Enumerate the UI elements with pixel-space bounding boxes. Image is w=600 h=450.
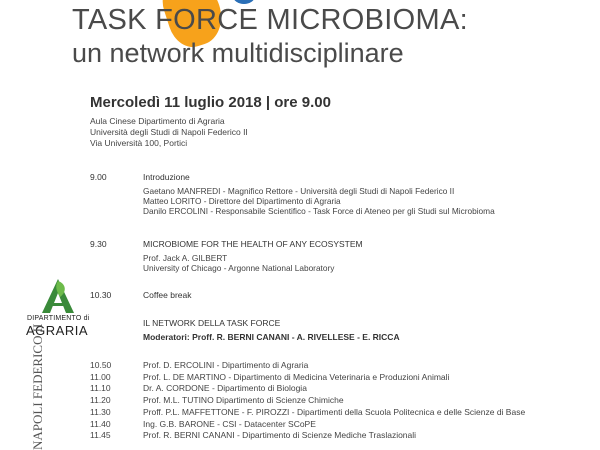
talk-time: 11.45	[90, 430, 111, 441]
network-title: IL NETWORK DELLA TASK FORCE	[143, 318, 281, 328]
department-label: DIPARTIMENTO di	[27, 315, 90, 322]
program-title: MICROBIOME FOR THE HEALTH OF ANY ECOSYSTEM	[143, 239, 363, 249]
talk-text: Prof. R. BERNI CANANI - Dipartimento di Scienze Mediche Traslazionali	[143, 430, 417, 441]
talk-time: 10.50	[90, 360, 112, 370]
program-time: 10.30	[90, 290, 112, 300]
talk-row	[90, 360, 525, 372]
program-title: Introduzione	[143, 172, 190, 182]
speaker-line: Prof. Jack A. GILBERT	[143, 253, 228, 263]
program-speakers	[143, 253, 334, 273]
talk-row	[90, 430, 525, 442]
talk-row	[90, 383, 525, 395]
talk-text: Dr. A. CORDONE - Dipartimento di Biologia	[143, 383, 307, 394]
venue-line: Aula Cinese Dipartimento di Agraria	[90, 116, 225, 126]
talk-row	[90, 407, 525, 419]
page-subtitle: un network multidisciplinare	[72, 38, 404, 68]
talk-text: Prof. D. ERCOLINI - Dipartimento di Agraria	[143, 360, 309, 370]
talk-time: 11.30	[90, 406, 111, 417]
event-venue	[90, 116, 248, 149]
program-speakers	[143, 186, 495, 217]
program-time: 9.00	[90, 172, 107, 182]
speaker-line: Danilo ERCOLINI - Responsabile Scientifico - Task Force di Ateneo per gli Studi sul Microbioma	[143, 206, 495, 217]
talk-row	[90, 395, 525, 407]
speaker-line: Gaetano MANFREDI - Magnifico Rettore - Università degli Studi di Napoli Federico II	[143, 186, 455, 196]
talk-row	[90, 419, 525, 431]
talk-text: Prof. L. DE MARTINO - Dipartimento di Medicina Veterinaria e Produzioni Animali	[143, 371, 450, 382]
talk-text: Prof. M.L. TUTINO Dipartimento di Scienze Chimiche	[143, 395, 344, 406]
talk-text: Proff. P.L. MAFFETTONE - F. PIROZZI - Dipartimenti della Scuola Politecnica e delle Scienze di Base	[143, 406, 526, 417]
agraria-leaf-icon	[38, 277, 78, 315]
network-moderators: Moderatori: Proff. R. BERNI CANANI - A. RIVELLESE - E. RICCA	[143, 332, 400, 342]
program-time: 9.30	[90, 239, 107, 249]
event-date: Mercoledì 11 luglio 2018 | ore 9.00	[90, 94, 331, 111]
talk-time: 11.20	[90, 395, 111, 406]
venue-line: Via Università 100, Portici	[90, 138, 188, 148]
university-vertical-text: NAPOLI FEDERICO II	[30, 323, 45, 450]
talk-time: 11.10	[90, 383, 111, 394]
talk-list	[90, 360, 525, 442]
talk-row	[90, 372, 525, 384]
department-name: AGRARIA	[26, 323, 89, 338]
talk-time: 11.40	[90, 418, 111, 429]
speaker-line: Matteo LORITO - Direttore del Dipartimento di Agraria	[143, 196, 341, 207]
talk-time: 11.00	[90, 371, 111, 382]
page-title: TASK FORCE MICROBIOMA:	[72, 4, 468, 36]
venue-line: Università degli Studi di Napoli Federico II	[90, 127, 248, 137]
program-title: Coffee break	[143, 290, 192, 300]
speaker-line: University of Chicago - Argonne National Laboratory	[143, 263, 335, 274]
talk-text: Ing. G.B. BARONE - CSI - Datacenter SCoPE	[143, 418, 316, 429]
